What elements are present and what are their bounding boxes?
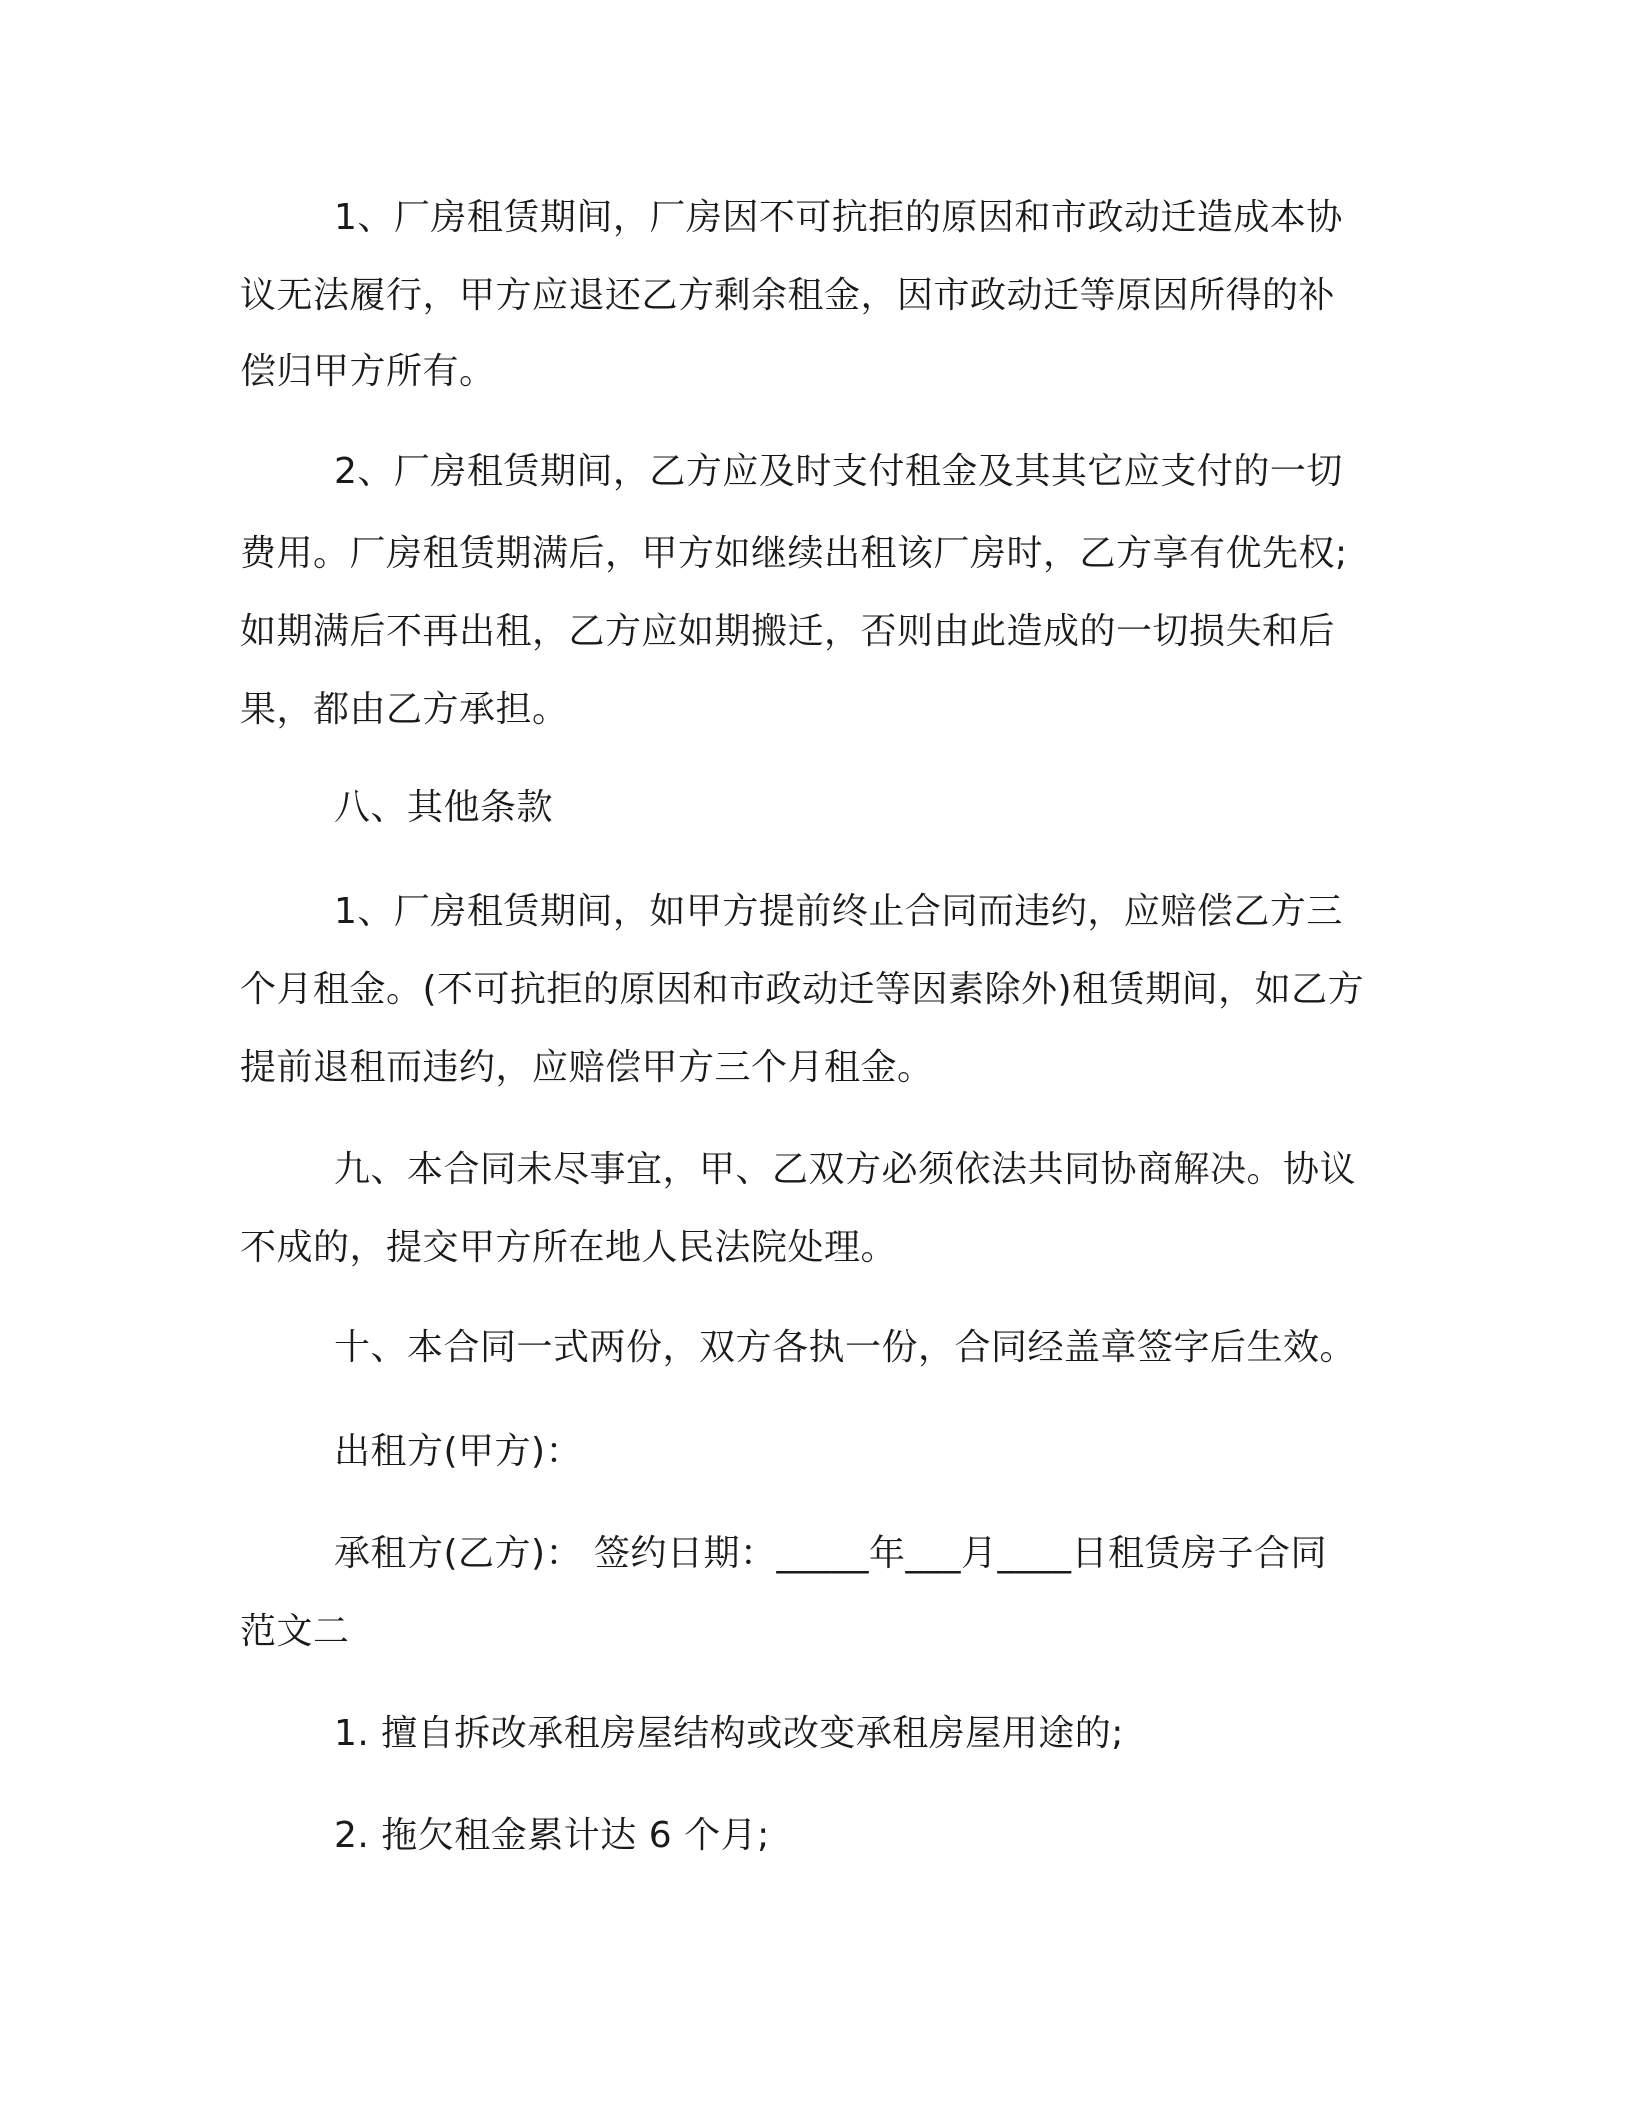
text-line: 十、本合同一式两份，双方各执一份，合同经盖章签字后生效。 (334, 1327, 1357, 1368)
text-line: 承租方(乙方)： 签约日期：_____年___月____日租赁房子合同 (334, 1533, 1328, 1574)
text-line: 议无法履行，甲方应退还乙方剩余租金，因市政动迁等原因所得的补 (240, 275, 1336, 316)
text-line: 果，都由乙方承担。 (240, 689, 569, 730)
text-line: 不成的，提交甲方所在地人民法院处理。 (240, 1227, 898, 1268)
text-line: 1、厂房租赁期间，如甲方提前终止合同而违约，应赔偿乙方三 (334, 891, 1343, 932)
text-line: 如期满后不再出租，乙方应如期搬迁，否则由此造成的一切损失和后 (240, 611, 1336, 652)
text-line: 出租方(甲方)： (334, 1431, 583, 1472)
text-line: 范文二 (240, 1611, 350, 1652)
text-line: 个月租金。(不可抗拒的原因和市政动迁等因素除外)租赁期间，如乙方 (240, 969, 1365, 1010)
text-line: 1、厂房租赁期间，厂房因不可抗拒的原因和市政动迁造成本协 (334, 197, 1343, 238)
text-line: 费用。厂房租赁期满后，甲方如继续出租该厂房时，乙方享有优先权; (240, 533, 1348, 574)
text-line: 九、本合同未尽事宜，甲、乙双方必须依法共同协商解决。协议 (334, 1149, 1357, 1190)
section-heading: 八、其他条款 (334, 787, 554, 828)
text-line: 提前退租而违约，应赔偿甲方三个月租金。 (240, 1047, 934, 1088)
list-item: 1. 擅自拆改承租房屋结构或改变承租房屋用途的; (334, 1713, 1124, 1754)
text-line: 偿归甲方所有。 (240, 351, 496, 392)
text-line: 2、厂房租赁期间，乙方应及时支付租金及其其它应支付的一切 (334, 451, 1343, 492)
list-item: 2. 拖欠租金累计达 6 个月; (334, 1815, 770, 1856)
